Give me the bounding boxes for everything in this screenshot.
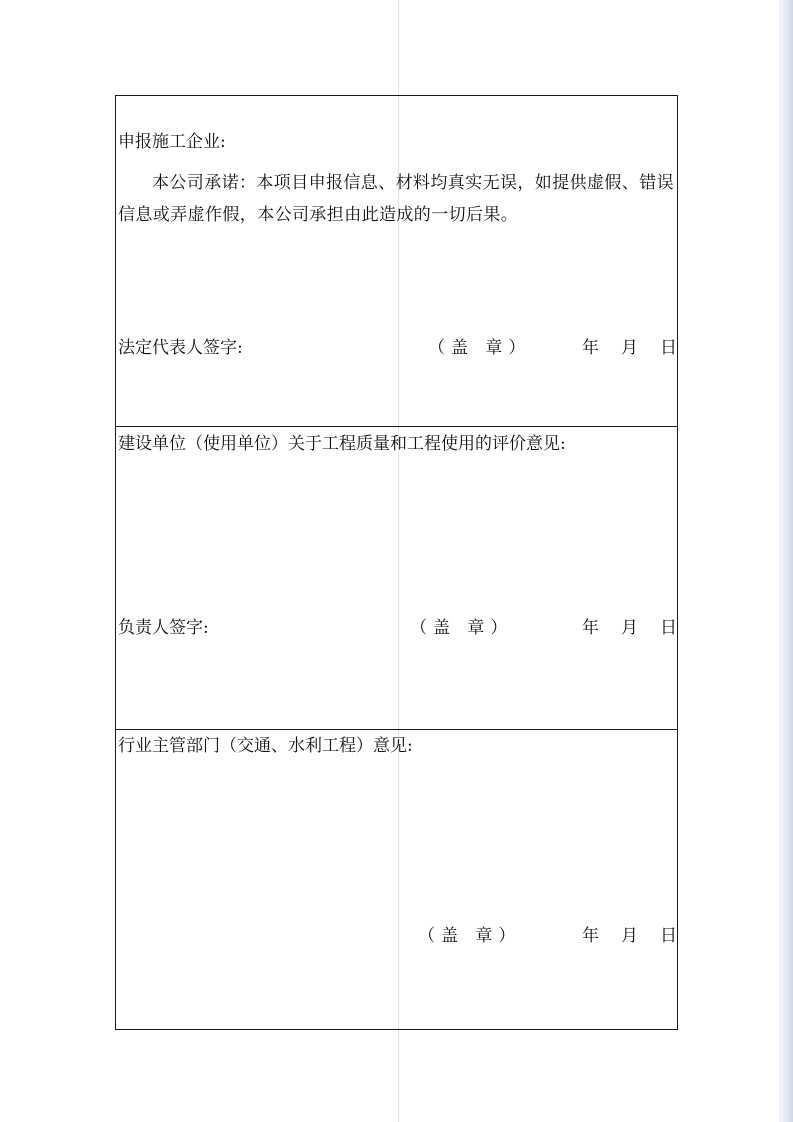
date-year-label: 年 [582,926,599,946]
date-year-label: 年 [582,618,599,638]
responsible-person-signature-label: 负责人签字: [118,618,209,638]
construction-unit-evaluation-heading: 建设单位（使用单位）关于工程质量和工程使用的评价意见: [118,434,566,454]
declaration-form-table [115,95,678,1030]
stamp-label: （盖 章） [410,618,514,638]
signature-date [582,617,677,639]
date-month-label: 月 [621,338,638,358]
date-month-label: 月 [621,926,638,946]
date-month-label: 月 [621,618,638,638]
date-day-label: 日 [660,618,677,638]
signature-date [582,925,677,947]
applicant-pledge-text: 本公司承诺：本项目申报信息、材料均真实无误，如提供虚假、错误信息或弄虚作假，本公司承担由此造成的一切后果。 [118,173,674,225]
applicant-company-section [116,96,677,427]
construction-unit-section [116,427,677,730]
date-day-label: 日 [660,926,677,946]
industry-authority-section [116,730,677,1029]
industry-authority-opinion-heading: 行业主管部门（交通、水利工程）意见: [118,736,413,756]
stamp-label: （盖 章） [418,926,522,946]
date-year-label: 年 [582,338,599,358]
stamp-label: （盖 章） [428,338,532,358]
legal-representative-signature-label: 法定代表人签字: [118,338,243,358]
signature-date [582,337,677,359]
date-day-label: 日 [660,338,677,358]
scan-page-edge [779,0,793,1122]
applicant-company-heading: 申报施工企业: [118,132,226,152]
